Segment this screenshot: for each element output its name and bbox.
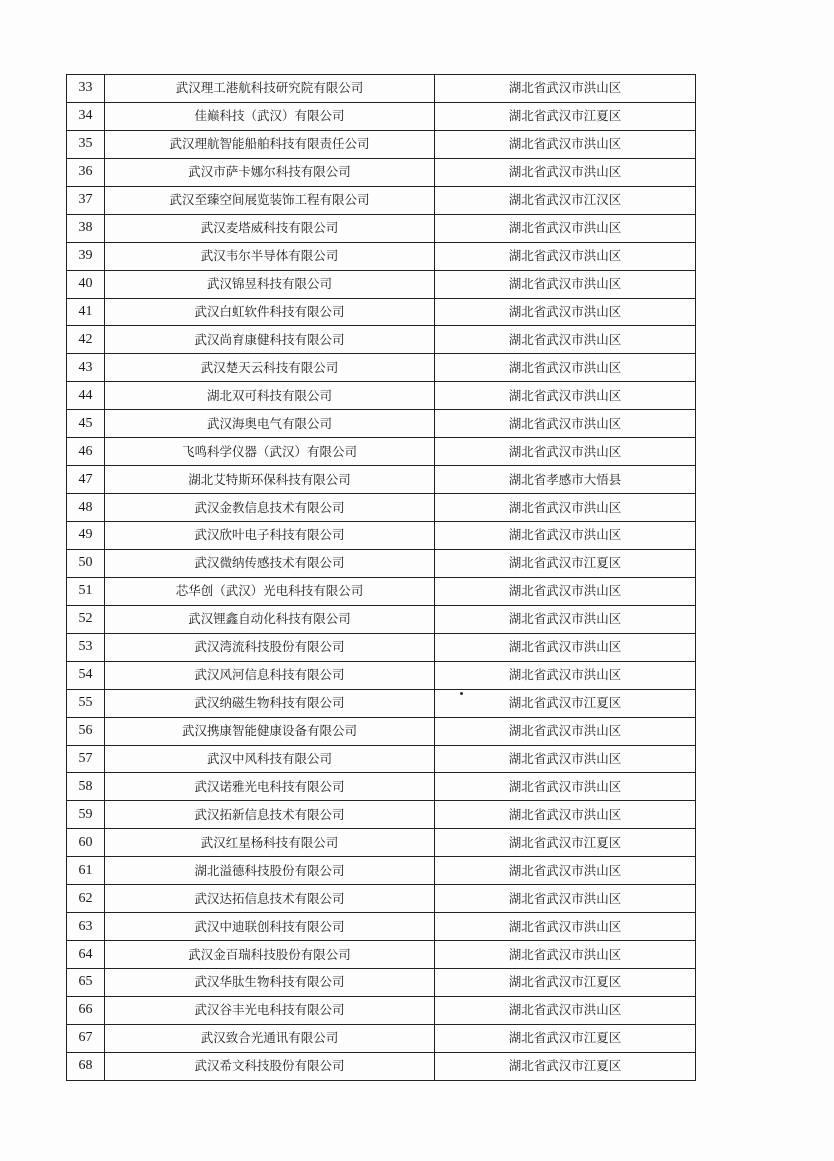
company-name: 武汉达拓信息技术有限公司: [105, 885, 435, 913]
company-name: 武汉麦塔威科技有限公司: [105, 214, 435, 242]
row-number: 68: [67, 1052, 105, 1080]
row-number: 64: [67, 941, 105, 969]
row-number: 55: [67, 689, 105, 717]
table-row: [67, 130, 696, 158]
row-number: 57: [67, 745, 105, 773]
company-name: 武汉白虹软件科技有限公司: [105, 298, 435, 326]
company-name: 武汉希文科技股份有限公司: [105, 1052, 435, 1080]
company-location: 湖北省武汉市江夏区: [435, 689, 696, 717]
company-list-table: [66, 74, 696, 1081]
company-name: 武汉市萨卡娜尔科技有限公司: [105, 158, 435, 186]
company-name: 武汉致合光通讯有限公司: [105, 1024, 435, 1052]
company-name: 武汉中迪联创科技有限公司: [105, 913, 435, 941]
table-row: [67, 410, 696, 438]
company-name: 武汉风河信息科技有限公司: [105, 661, 435, 689]
row-number: 43: [67, 354, 105, 382]
company-location: 湖北省武汉市江汉区: [435, 186, 696, 214]
company-name: 武汉海奥电气有限公司: [105, 410, 435, 438]
row-number: 62: [67, 885, 105, 913]
company-location: 湖北省武汉市江夏区: [435, 102, 696, 130]
table-row: [67, 745, 696, 773]
company-location: 湖北省武汉市洪山区: [435, 996, 696, 1024]
table-row: [67, 913, 696, 941]
company-location: 湖北省武汉市洪山区: [435, 941, 696, 969]
company-location: 湖北省武汉市洪山区: [435, 298, 696, 326]
company-location: 湖北省武汉市洪山区: [435, 745, 696, 773]
row-number: 52: [67, 605, 105, 633]
row-number: 36: [67, 158, 105, 186]
company-name: 武汉理航智能船舶科技有限责任公司: [105, 130, 435, 158]
company-name: 武汉谷丰光电科技有限公司: [105, 996, 435, 1024]
row-number: 48: [67, 494, 105, 522]
table-row: [67, 717, 696, 745]
row-number: 65: [67, 969, 105, 997]
company-name: 武汉湾流科技股份有限公司: [105, 633, 435, 661]
scan-speck: [460, 692, 463, 695]
row-number: 35: [67, 130, 105, 158]
row-number: 61: [67, 857, 105, 885]
company-name: 武汉韦尔半导体有限公司: [105, 242, 435, 270]
company-name: 武汉华肽生物科技有限公司: [105, 969, 435, 997]
company-name: 武汉欣叶电子科技有限公司: [105, 522, 435, 550]
company-name: 武汉微纳传感技术有限公司: [105, 549, 435, 577]
row-number: 45: [67, 410, 105, 438]
row-number: 40: [67, 270, 105, 298]
company-name: 武汉至臻空间展览装饰工程有限公司: [105, 186, 435, 214]
company-name: 武汉中风科技有限公司: [105, 745, 435, 773]
table-row: [67, 522, 696, 550]
row-number: 39: [67, 242, 105, 270]
company-name: 武汉红星杨科技有限公司: [105, 829, 435, 857]
company-location: 湖北省武汉市洪山区: [435, 633, 696, 661]
company-name: 武汉尚育康健科技有限公司: [105, 326, 435, 354]
company-name: 武汉锂鑫自动化科技有限公司: [105, 605, 435, 633]
company-location: 湖北省武汉市洪山区: [435, 326, 696, 354]
company-location: 湖北省武汉市洪山区: [435, 913, 696, 941]
company-location: 湖北省武汉市洪山区: [435, 130, 696, 158]
company-location: 湖北省武汉市洪山区: [435, 801, 696, 829]
company-location: 湖北省武汉市洪山区: [435, 242, 696, 270]
table-row: [67, 633, 696, 661]
row-number: 44: [67, 382, 105, 410]
company-name: 武汉纳磁生物科技有限公司: [105, 689, 435, 717]
row-number: 67: [67, 1024, 105, 1052]
company-name: 武汉金百瑞科技股份有限公司: [105, 941, 435, 969]
table-row: [67, 494, 696, 522]
company-name: 湖北溢德科技股份有限公司: [105, 857, 435, 885]
company-location: 湖北省武汉市江夏区: [435, 549, 696, 577]
company-location: 湖北省武汉市洪山区: [435, 354, 696, 382]
row-number: 42: [67, 326, 105, 354]
row-number: 33: [67, 75, 105, 103]
row-number: 41: [67, 298, 105, 326]
table-row: [67, 1024, 696, 1052]
company-location: 湖北省武汉市洪山区: [435, 522, 696, 550]
company-location: 湖北省武汉市洪山区: [435, 270, 696, 298]
row-number: 56: [67, 717, 105, 745]
company-location: 湖北省武汉市洪山区: [435, 75, 696, 103]
row-number: 54: [67, 661, 105, 689]
table-row: [67, 466, 696, 494]
table-row: [67, 75, 696, 103]
company-location: 湖北省武汉市洪山区: [435, 577, 696, 605]
company-location: 湖北省武汉市江夏区: [435, 1024, 696, 1052]
table-row: [67, 857, 696, 885]
company-location: 湖北省武汉市洪山区: [435, 717, 696, 745]
company-location: 湖北省武汉市洪山区: [435, 857, 696, 885]
company-location: 湖北省武汉市洪山区: [435, 773, 696, 801]
company-location: 湖北省武汉市洪山区: [435, 885, 696, 913]
company-name: 湖北艾特斯环保科技有限公司: [105, 466, 435, 494]
table-row: [67, 969, 696, 997]
table-row: [67, 829, 696, 857]
table-row: [67, 941, 696, 969]
row-number: 46: [67, 438, 105, 466]
table-row: [67, 382, 696, 410]
table-row: [67, 577, 696, 605]
company-location: 湖北省武汉市洪山区: [435, 214, 696, 242]
company-location: 湖北省武汉市洪山区: [435, 605, 696, 633]
table-row: [67, 158, 696, 186]
table-row: [67, 354, 696, 382]
row-number: 51: [67, 577, 105, 605]
table-row: [67, 661, 696, 689]
table-row: [67, 102, 696, 130]
company-name: 武汉楚天云科技有限公司: [105, 354, 435, 382]
table-row: [67, 773, 696, 801]
row-number: 34: [67, 102, 105, 130]
company-location: 湖北省武汉市江夏区: [435, 829, 696, 857]
table-row: [67, 885, 696, 913]
row-number: 59: [67, 801, 105, 829]
table-row: [67, 326, 696, 354]
company-name: 武汉锦昱科技有限公司: [105, 270, 435, 298]
table-row: [67, 438, 696, 466]
row-number: 47: [67, 466, 105, 494]
row-number: 38: [67, 214, 105, 242]
company-location: 湖北省武汉市江夏区: [435, 1052, 696, 1080]
company-name: 武汉金教信息技术有限公司: [105, 494, 435, 522]
company-location: 湖北省武汉市洪山区: [435, 438, 696, 466]
table-row: [67, 298, 696, 326]
company-location: 湖北省武汉市洪山区: [435, 494, 696, 522]
table-row: [67, 605, 696, 633]
company-name: 武汉理工港航科技研究院有限公司: [105, 75, 435, 103]
table-row: [67, 186, 696, 214]
row-number: 37: [67, 186, 105, 214]
row-number: 60: [67, 829, 105, 857]
row-number: 58: [67, 773, 105, 801]
table-row: [67, 996, 696, 1024]
table-row: [67, 549, 696, 577]
row-number: 49: [67, 522, 105, 550]
table-row: [67, 1052, 696, 1080]
row-number: 63: [67, 913, 105, 941]
company-location: 湖北省武汉市洪山区: [435, 410, 696, 438]
company-location: 湖北省武汉市洪山区: [435, 158, 696, 186]
table-row: [67, 270, 696, 298]
company-name: 武汉拓新信息技术有限公司: [105, 801, 435, 829]
table-row: [67, 214, 696, 242]
company-location: 湖北省武汉市洪山区: [435, 661, 696, 689]
company-name: 武汉携康智能健康设备有限公司: [105, 717, 435, 745]
company-name: 武汉诺雅光电科技有限公司: [105, 773, 435, 801]
row-number: 50: [67, 549, 105, 577]
row-number: 53: [67, 633, 105, 661]
row-number: 66: [67, 996, 105, 1024]
company-name: 芯华创（武汉）光电科技有限公司: [105, 577, 435, 605]
company-name: 飞鸣科学仪器（武汉）有限公司: [105, 438, 435, 466]
company-location: 湖北省孝感市大悟县: [435, 466, 696, 494]
company-name: 湖北双可科技有限公司: [105, 382, 435, 410]
table-row: [67, 801, 696, 829]
company-location: 湖北省武汉市江夏区: [435, 969, 696, 997]
company-name: 佳巅科技（武汉）有限公司: [105, 102, 435, 130]
company-location: 湖北省武汉市洪山区: [435, 382, 696, 410]
table-body: [67, 75, 696, 1081]
table-row: [67, 689, 696, 717]
table-row: [67, 242, 696, 270]
